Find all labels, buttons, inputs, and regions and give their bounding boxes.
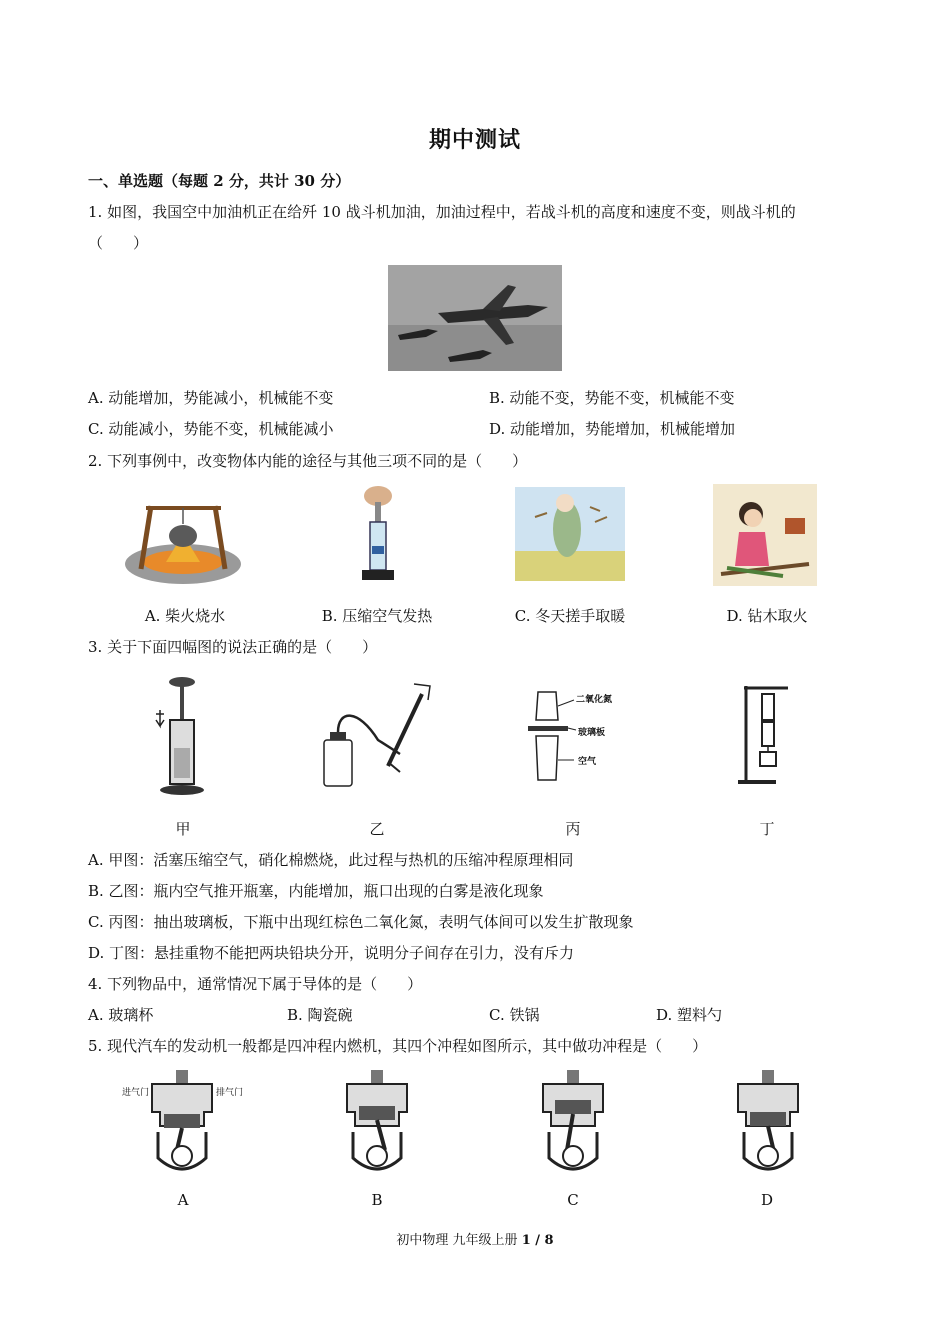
q5-caption-a: A	[177, 1191, 189, 1209]
q2-caption-b: B. 压缩空气发热	[321, 607, 433, 625]
q5-caption-d: D	[760, 1191, 774, 1209]
q2-stem: 2. 下列事例中，改变物体内能的途径与其他三项不同的是（ ）	[88, 452, 528, 470]
q5-stem: 5. 现代汽车的发动机一般都是四冲程内燃机，其四个冲程如图所示，其中做功冲程是（ ）	[88, 1037, 708, 1055]
page-footer	[0, 1229, 950, 1248]
q3-caption-jia: 甲	[175, 820, 191, 838]
q3-option-c: C. 丙图：抽出玻璃板，下瓶中出现红棕色二氧化氮，表明气体间可以发生扩散现象	[88, 913, 634, 931]
q3-caption-yi: 乙	[369, 820, 385, 838]
q3-label-glass: 玻璃板	[578, 728, 606, 738]
q4-option-d: D. 塑料勺	[656, 1006, 723, 1024]
q2-rub-hands-image	[515, 487, 625, 581]
q1-option-b: B. 动能不变，势能不变，机械能不变	[489, 389, 735, 407]
q5-label-intake: 进气门	[122, 1088, 150, 1098]
q3-label-no2: 二氧化氮	[576, 695, 613, 705]
q5-engine-d-image	[732, 1070, 804, 1174]
q3-caption-ding: 丁	[759, 820, 775, 838]
q3-stem: 3. 关于下面四幅图的说法正确的是（ ）	[88, 638, 378, 656]
footer-text: 初中物理 九年级上册	[396, 1233, 518, 1248]
q3-option-b: B. 乙图：瓶内空气推开瓶塞，内能增加，瓶口出现的白雾是液化现象	[88, 882, 544, 900]
q2-fire-kettle-image	[121, 484, 245, 588]
page-title: 期中测试	[428, 127, 521, 153]
q4-option-b: B. 陶瓷碗	[287, 1006, 353, 1024]
section-heading: 一、单选题（每题 2 分，共计 30 分）	[88, 172, 351, 190]
q1-option-c: C. 动能减小，势能不变，机械能减小	[88, 420, 334, 438]
q3-fig-yi-bottle-pump-image	[318, 680, 436, 790]
q2-caption-d: D. 钻木取火	[726, 607, 808, 625]
page-number: 1 / 8	[521, 1233, 554, 1248]
q5-engine-c-image	[537, 1070, 609, 1174]
q4-option-c: C. 铁锅	[489, 1006, 540, 1024]
q5-label-exhaust: 排气门	[216, 1088, 244, 1098]
q2-caption-c: C. 冬天搓手取暖	[514, 607, 626, 625]
q5-caption-c: C	[567, 1191, 579, 1209]
q2-drill-fire-image	[713, 484, 817, 586]
q2-caption-a: A. 柴火烧水	[144, 607, 226, 625]
q3-option-d: D. 丁图：悬挂重物不能把两块铅块分开，说明分子间存在引力，没有斥力	[88, 944, 575, 962]
q1-stem-blank: （ ）	[88, 234, 149, 252]
q5-engine-a-image	[146, 1070, 218, 1174]
q3-caption-bing: 丙	[565, 820, 581, 838]
q1-option-d: D. 动能增加，势能增加，机械能增加	[489, 420, 736, 438]
q5-caption-b: B	[371, 1191, 383, 1209]
q5-engine-b-image	[341, 1070, 413, 1174]
q1-option-a: A. 动能增加，势能减小，机械能不变	[88, 389, 334, 407]
q4-option-a: A. 玻璃杯	[88, 1006, 154, 1024]
q3-option-a: A. 甲图：活塞压缩空气，硝化棉燃烧，此过程与热机的压缩冲程原理相同	[88, 851, 574, 869]
q3-label-air: 空气	[578, 757, 597, 767]
q3-fig-jia-piston-image	[150, 674, 214, 798]
q2-air-compression-image	[348, 484, 408, 588]
q1-stem: 1. 如图，我国空中加油机正在给歼 10 战斗机加油，加油过程中，若战斗机的高度和速度不变，则战斗机的	[88, 203, 796, 221]
q1-refueling-aircraft-image	[388, 265, 562, 371]
q3-fig-ding-lead-blocks-image	[736, 680, 796, 788]
q4-stem: 4. 下列物品中，通常情况下属于导体的是（ ）	[88, 975, 423, 993]
